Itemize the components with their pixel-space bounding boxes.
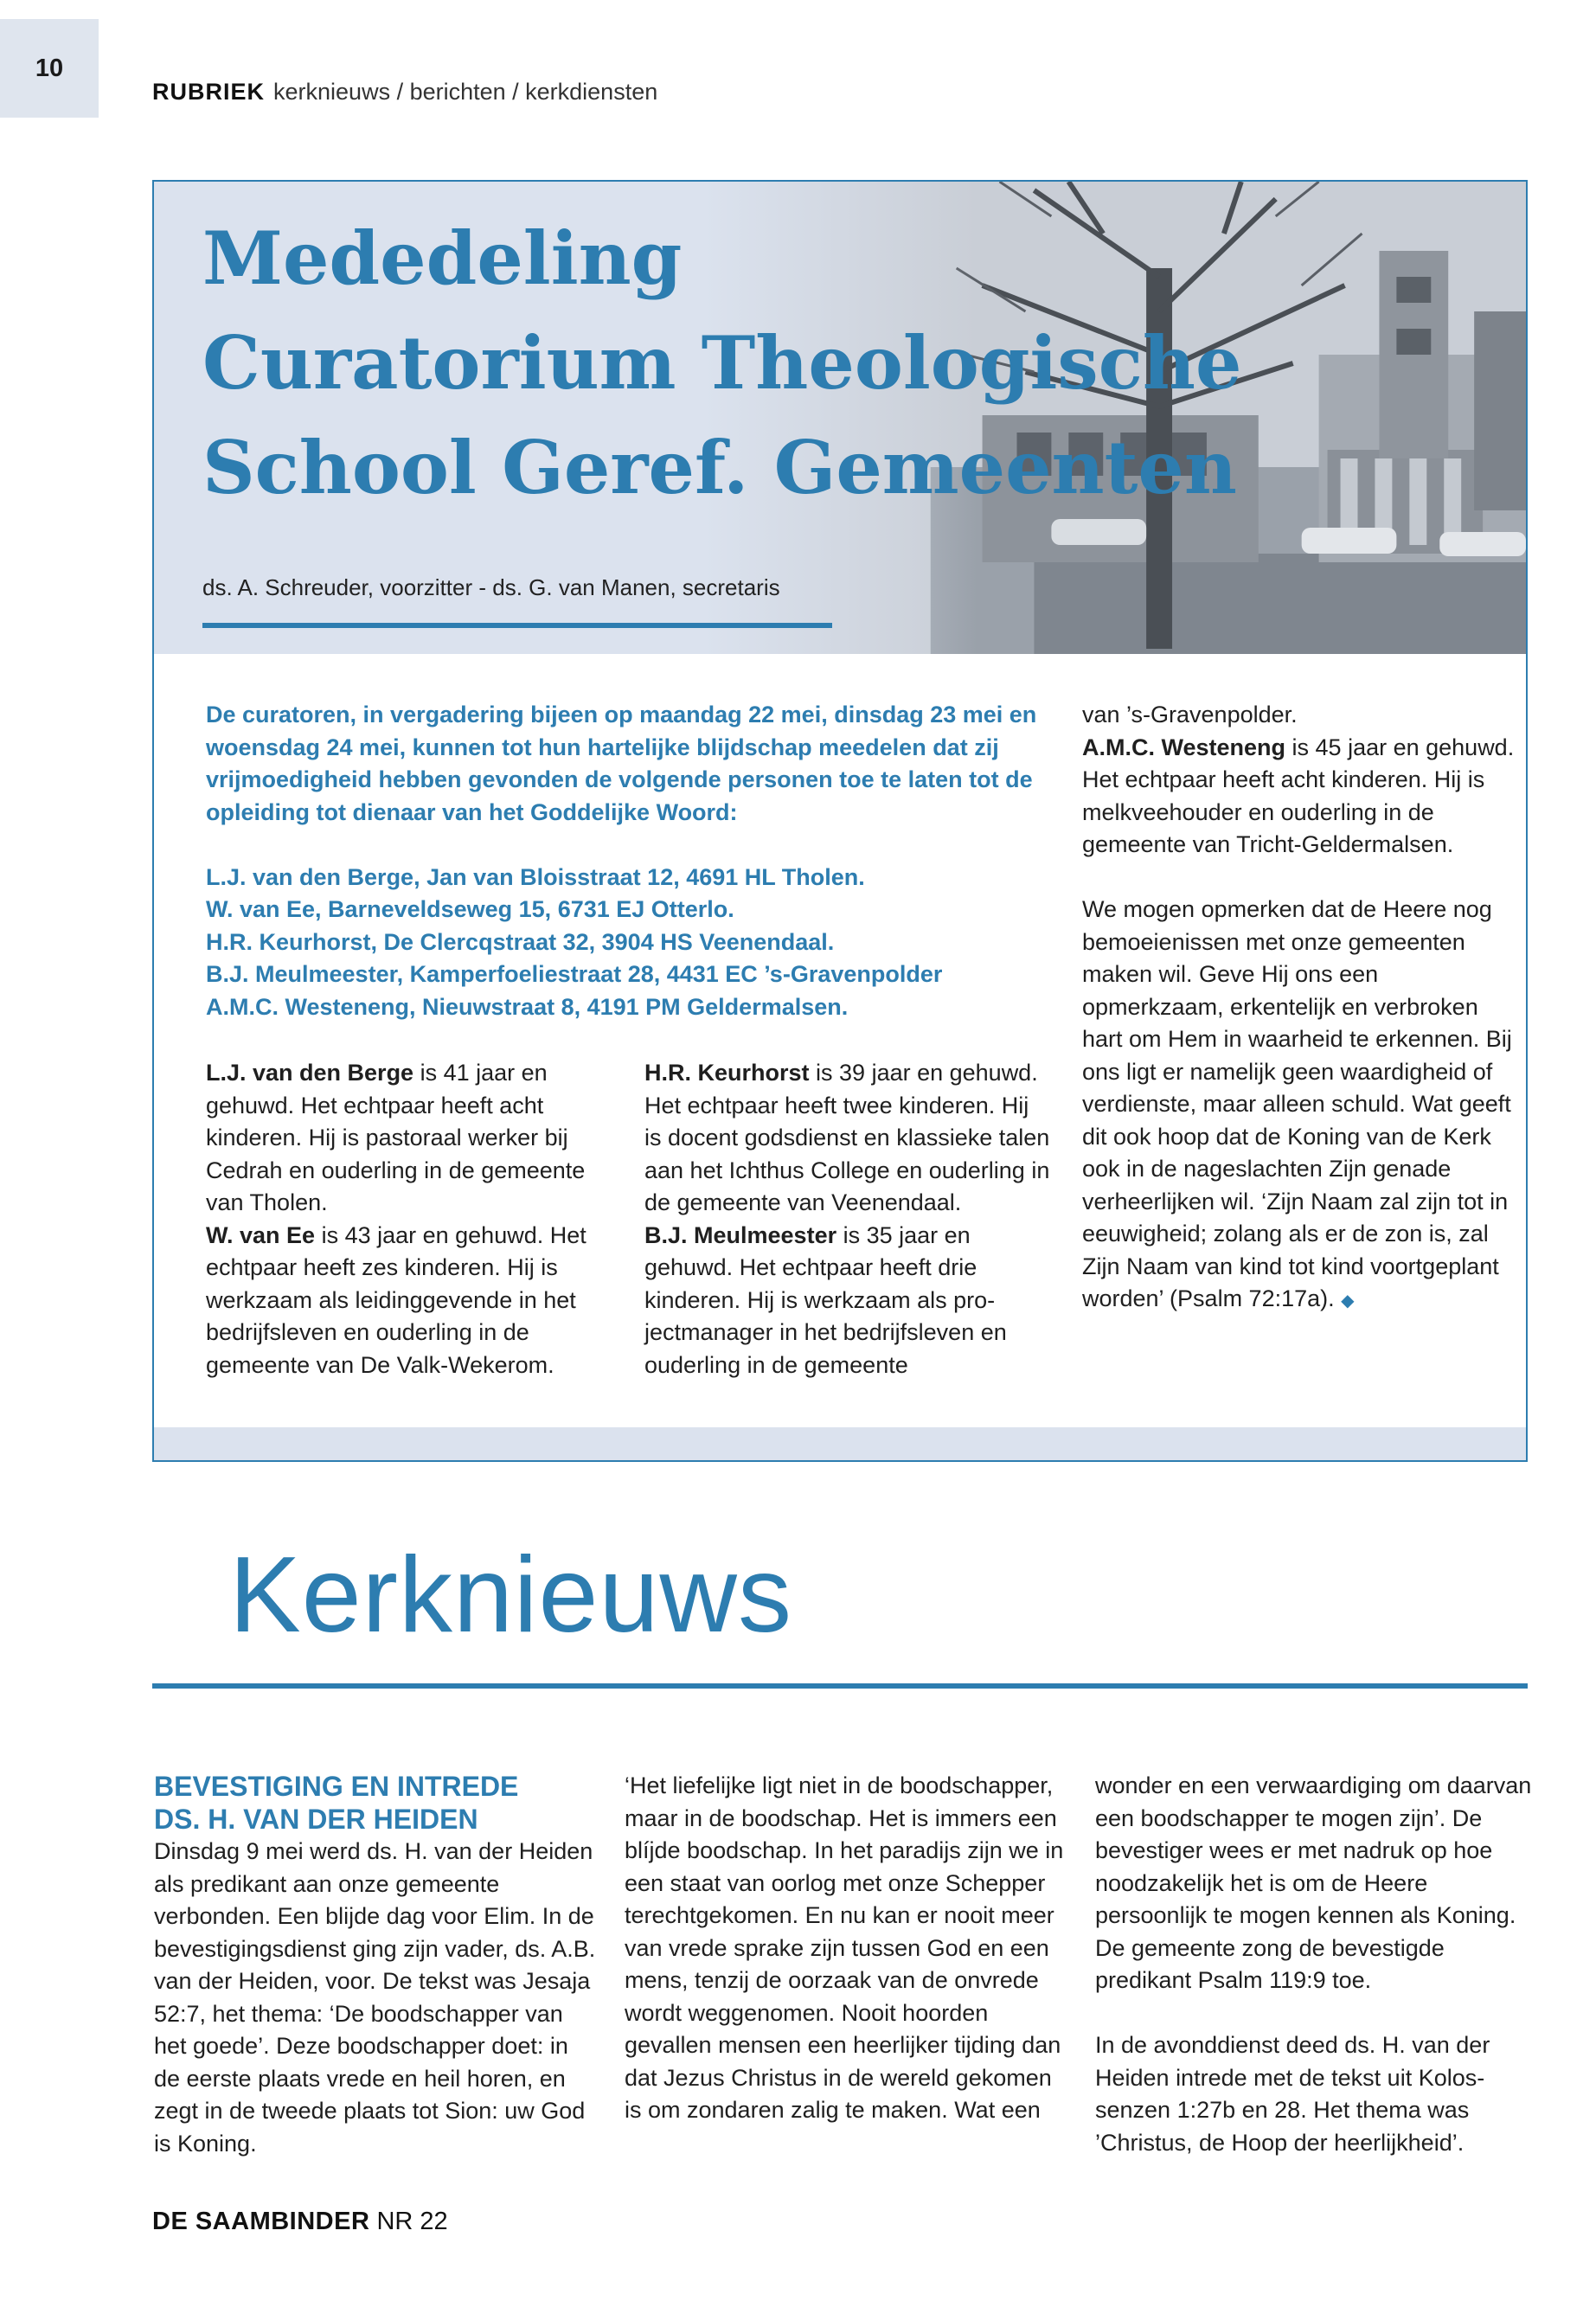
bio-paragraph bbox=[644, 1220, 1051, 1382]
address-item: W. van Ee, Barneveldseweg 15, 6731 EJ Otterlo. bbox=[206, 896, 734, 922]
article-paragraph: In de avonddienst deed ds. H. van der Heiden intrede met de tekst uit Kolossenzen 1:27b en 28. Het thema was ’Christus, de Hoop der heerlijkheid’. bbox=[1095, 2032, 1490, 2156]
article-paragraph: ‘Het liefelijke ligt niet in de boodschapper, maar in de boodschap. Het is immers een blíjde boodschap. In het paradijs zijn we in een staat van oorlog met onze Schepper terechtgekomen. En nu kan er nooit meer van vrede sprake zijn tussen God en een mens, tenzij de oorzaak van de onvrede wordt weggenomen. Nooit hoorden gevallen mensen een heerlijker tijding dan dat Jezus Christus in de wereld gekomen is om zondaren zalig te maken. Wat een bbox=[625, 1772, 1064, 2123]
bio-column-1 bbox=[206, 1057, 612, 1381]
bio-paragraph bbox=[1082, 732, 1515, 862]
bio-continuation: van ’s-Gravenpolder. bbox=[1082, 702, 1298, 727]
section-rule bbox=[152, 1683, 1528, 1689]
issue-number: NR 22 bbox=[376, 2208, 448, 2235]
bio-paragraph bbox=[206, 1057, 612, 1220]
address-list bbox=[206, 862, 1062, 1024]
bio-paragraph bbox=[206, 1220, 612, 1382]
address-item: L.J. van den Berge, Jan van Bloisstraat 12, 4691 HL Tholen. bbox=[206, 863, 865, 890]
notice-footer-band bbox=[154, 1427, 1526, 1460]
article-title-line: DS. H. VAN DER HEIDEN bbox=[154, 1804, 478, 1835]
title-line-1: Mededeling bbox=[202, 215, 683, 301]
page-number-text: 10 bbox=[35, 54, 64, 82]
page-footer bbox=[152, 2208, 448, 2236]
title-line-2: Curatorium Theologische bbox=[202, 320, 1242, 406]
bio-text: is 39 jaar en gehuwd. Het echtpaar heeft twee kinderen. Hij is docent godsdienst en klassieke talen aan het Ichthus College en ouderling in de gemeente van Veenendaal. bbox=[644, 1060, 1050, 1215]
notice-title bbox=[202, 206, 1241, 520]
address-item: A.M.C. Westeneng, Nieuwstraat 8, 4191 PM Geldermalsen. bbox=[206, 993, 849, 1020]
bio-name: A.M.C. Westeneng bbox=[1082, 734, 1286, 760]
notice-intro: De curatoren, in vergadering bijeen op maandag 22 mei, dinsdag 23 mei en woensdag 24 mei, kunnen tot hun hartelijke blijdschap meedelen dat zij vrijmoedigheid hebben gevonden de volgende personen toe te laten tot de opleiding tot dienaar van het Goddelijke Woord: bbox=[206, 702, 1037, 825]
rubriek-path: kerknieuws / berichten / kerkdiensten bbox=[273, 79, 658, 105]
section-breadcrumb bbox=[152, 79, 657, 106]
bio-text: is 45 jaar en gehuwd. Het echtpaar heeft acht kinderen. Hij is melkveehouder en ouderling in de gemeente van Tricht-Geldermalsen. bbox=[1082, 734, 1515, 857]
article-title bbox=[154, 1770, 597, 1836]
end-mark-icon: ◆ bbox=[1341, 1292, 1355, 1311]
bio-paragraph bbox=[644, 1057, 1051, 1220]
bio-name: L.J. van den Berge bbox=[206, 1060, 414, 1086]
bio-text: is 41 jaar en gehuwd. Het echtpaar heeft acht kinderen. Hij is pastoraal werker bij Cedrah en ouderling in de gemeente van Tholen. bbox=[206, 1060, 586, 1215]
article-column-2 bbox=[625, 1770, 1067, 2127]
bio-text: is 35 jaar en gehuwd. Het echtpaar heeft drie kinderen. Hij is werkzaam als projectmanager in het bedrijfsleven en ouderling in de gemeente bbox=[644, 1221, 1007, 1378]
paragraph-gap bbox=[1095, 1997, 1538, 2030]
address-item: B.J. Meulmeester, Kamperfoeliestraat 28, 4431 EC ’s-Gravenpolder bbox=[206, 961, 943, 987]
article-title-line: BEVESTIGING EN INTREDE bbox=[154, 1771, 519, 1802]
title-line-3: School Geref. Gemeenten bbox=[202, 425, 1237, 510]
bio-name: H.R. Keurhorst bbox=[644, 1060, 810, 1086]
notice-byline: ds. A. Schreuder, voorzitter - ds. G. van Manen, secretaris bbox=[202, 574, 780, 600]
bio-name: B.J. Meulmeester bbox=[644, 1221, 837, 1248]
curatorium-notice-box bbox=[152, 180, 1528, 1462]
bio-text: is 43 jaar en gehuwd. Het echtpaar heeft zes kinderen. Hij is werkzaam als leidinggevende in het bedrijfsleven en ouderling in de gemeente van De Valk-Wekerom. bbox=[206, 1221, 586, 1378]
article-paragraph: Dinsdag 9 mei werd ds. H. van der Heiden als predikant aan onze gemeente verbonden. Een blijde dag voor Elim. In de bevestigingsdienst ging zijn vader, ds. A.B. van der Heiden, voor. De tekst was Jesaja 52:7, het thema: ‘De boodschapper van het goede’. Deze boodschapper doet: in de eerste plaats vrede en heil horen, en zegt in de tweede plaats tot Sion: uw God is Koning. bbox=[154, 1838, 596, 2157]
article-column-1 bbox=[154, 1770, 597, 2160]
bio-column-3 bbox=[1082, 699, 1515, 1318]
byline-rule bbox=[202, 623, 832, 628]
notice-header bbox=[154, 182, 1526, 654]
closing-paragraph bbox=[1082, 894, 1515, 1318]
bio-column-2 bbox=[644, 1057, 1051, 1381]
magazine-name: DE SAAMBINDER bbox=[152, 2208, 370, 2235]
section-heading: Kerknieuws bbox=[229, 1535, 792, 1655]
closing-text: We mogen opmerken dat de Heere nog bemoeienissen met onze gemeenten maken wil. Geve Hij ons een opmerkzaam, erkentelijk en verbroken hart om Hem in waarheid te erkennen. Bij ons ligt er namelijk geen waardigheid of verdienste, maar alleen schuld. Wat geeft dit ook hoop dat de Koning van de Kerk ook in de nageslachten Zijn genade verheerlijken wil. ‘Zijn Naam zal zijn tot in eeuwigheid; zolang als er de zon is, zal Zijn Naam van kind tot kind voortgeplant worden’ (Psalm 72:17a). bbox=[1082, 896, 1512, 1311]
bio-name: W. van Ee bbox=[206, 1221, 316, 1248]
notice-intro-block bbox=[206, 699, 1062, 1023]
address-item: H.R. Keurhorst, De Clercqstraat 32, 3904 HS Veenendaal. bbox=[206, 928, 835, 955]
paragraph-gap bbox=[1082, 862, 1515, 894]
article-column-3 bbox=[1095, 1770, 1538, 2159]
page-number bbox=[0, 19, 99, 118]
article-paragraph: wonder en een verwaardiging om daarvan een boodschapper te mogen zijn’. De bevestiger wees er met nadruk op hoe noodzakelijk het is om de Heere persoonlijk te mogen kennen als Koning. De gemeente zong de bevestigde predikant Psalm 119:9 toe. bbox=[1095, 1772, 1532, 1993]
rubriek-label: RUBRIEK bbox=[152, 79, 266, 105]
